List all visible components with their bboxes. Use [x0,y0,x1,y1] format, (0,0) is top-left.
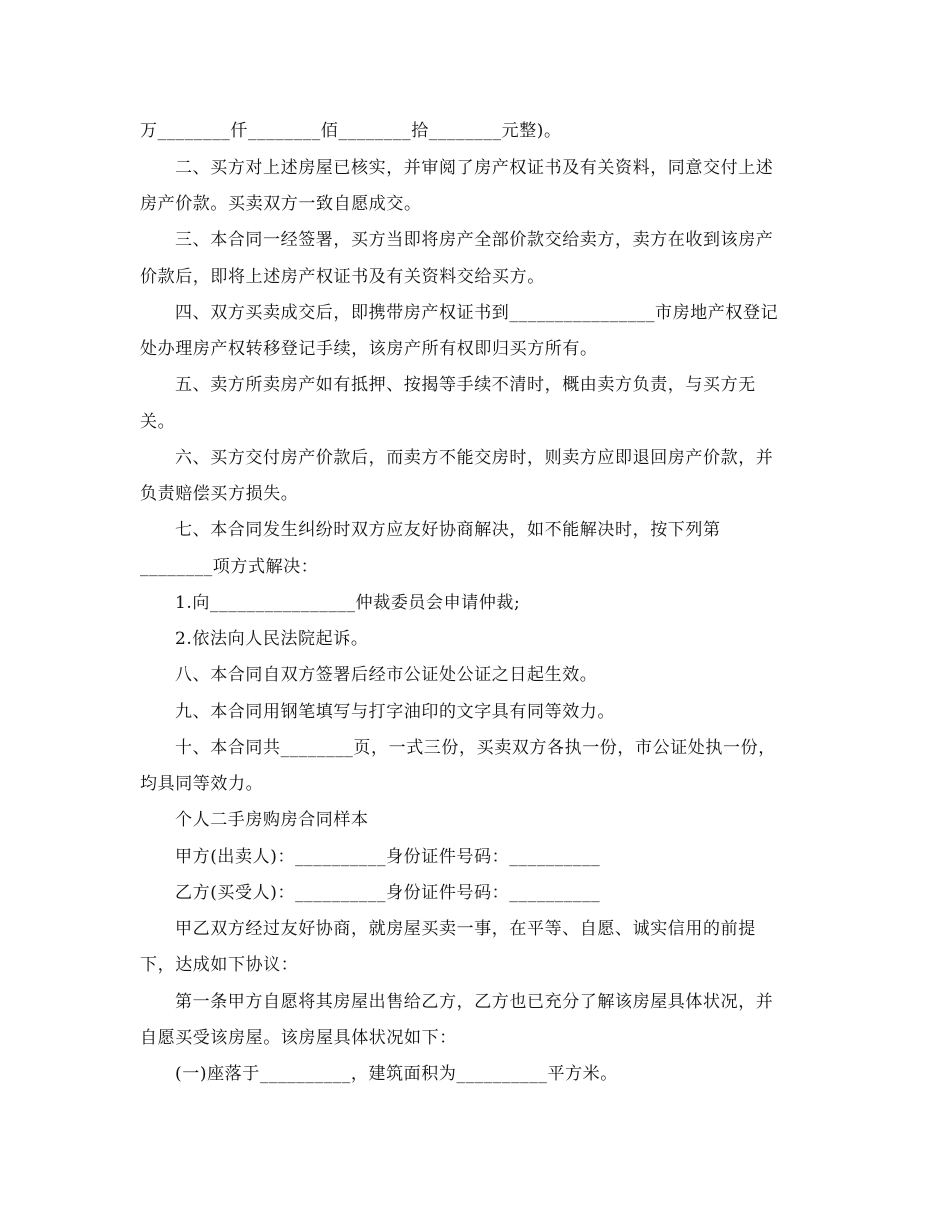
clause-5-cont: 关。 [140,412,176,432]
option-2: 2.依法向人民法院起诉。 [175,629,369,649]
clause-6-cont: 负责赔偿买方损失。 [140,484,299,504]
clause-10: 十、本合同共________页，一式三份，买卖双方各执一份，市公证处执一份， [175,738,776,758]
party-a: 甲方(出卖人)：__________身份证件号码：__________ [175,847,601,867]
clause-4-cont: 处办理房产权转移登记手续，该房产所有权即归买方所有。 [140,339,598,359]
clause-2: 二、买方对上述房屋已核实，并审阅了房产权证书及有关资料，同意交付上述 [175,158,774,178]
text-line-amount: 万________仟________佰________拾________元整)。 [140,121,562,141]
clause-2-cont: 房产价款。买卖双方一致自愿成交。 [140,194,422,214]
section-title: 个人二手房购房合同样本 [175,810,369,830]
article-1: 第一条甲方自愿将其房屋出售给乙方，乙方也已充分了解该房屋具体状况，并 [175,992,774,1012]
article-1-item-1: (一)座落于__________，建筑面积为__________平方米。 [175,1064,618,1084]
clause-6: 六、买方交付房产价款后，而卖方不能交房时，则卖方应即退回房产价款，并 [175,448,774,468]
clause-4: 四、双方买卖成交后，即携带房产权证书到________________市房地产权登记 [175,303,779,323]
party-b: 乙方(买受人)：__________身份证件号码：__________ [175,883,601,903]
clause-8: 八、本合同自双方签署后经市公证处公证之日起生效。 [175,665,598,685]
preamble-cont: 下，达成如下协议： [140,955,299,975]
option-1: 1.向________________仲裁委员会申请仲裁; [175,593,521,613]
clause-3: 三、本合同一经签署，买方当即将房产全部价款交给卖方，卖方在收到该房产 [175,230,774,250]
clause-5: 五、卖方所卖房产如有抵押、按揭等手续不清时，概由卖方负责，与买方无 [175,375,756,395]
preamble: 甲乙双方经过友好协商，就房屋买卖一事，在平等、自愿、诚实信用的前提 [175,919,756,939]
clause-7: 七、本合同发生纠纷时双方应友好协商解决，如不能解决时，按下列第 [175,520,721,540]
article-1-cont: 自愿买受该房屋。该房屋具体状况如下： [140,1028,457,1048]
clause-9: 九、本合同用钢笔填写与打字油印的文字具有同等效力。 [175,702,615,722]
clause-7-cont: ________项方式解决： [140,557,319,577]
clause-3-cont: 价款后，即将上述房产权证书及有关资料交给买方。 [140,267,545,287]
clause-10-cont: 均具同等效力。 [140,774,264,794]
